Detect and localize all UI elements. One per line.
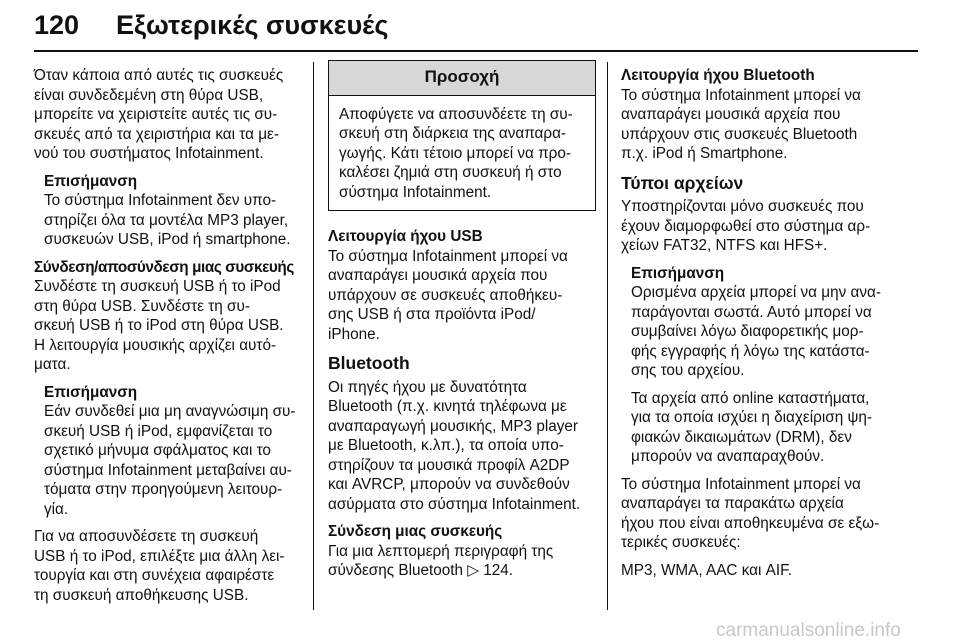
page-number: 120 <box>34 10 80 40</box>
note-box <box>44 172 302 250</box>
connect-device-heading: Σύνδεση μιας συσκευής <box>328 523 503 540</box>
connect-device-body: Για μια λεπτομερή περιγραφή της σύνδεσης Bluetooth <box>328 542 554 579</box>
page-ref-arrow-icon: ▷ <box>467 562 480 579</box>
note-text: Ορισμένα αρχεία μπορεί να μην ανα- παράγονται σωστά. Αυτό μπορεί να συμβαίνει λόγω διαφορετικής μορ- φής εγγραφής ή λόγω της κατάστα- σης του αρχείου. <box>631 284 881 379</box>
page-reference-link[interactable]: 124. <box>483 562 514 579</box>
note-title: Επισήμανση <box>631 264 725 282</box>
column-divider-left <box>313 62 314 610</box>
note-box <box>44 383 302 520</box>
page-header <box>0 0 960 62</box>
note-title: Επισήμανση <box>44 172 138 190</box>
bluetooth-text: Οι πηγές ήχου με δυνατότητα Bluetooth (π.χ. κινητά τηλέφωνα με αναπαραγωγή μουσικής, MP3 player με Bluetooth, κ.λπ.), τα οποία υπο- στηρίζουν τα μουσικά προφίλ A2DP και AVRCP, μπορούν να συνδεθούν ασύρματα στο σύστημα Infotainment. <box>328 378 581 513</box>
note-text: Εάν συνδεθεί μια μη αναγνώσιμη συ- σκευή USB ή iPod, εμφανίζεται το σχετικό μήνυμα σφάλματος και το σύστημα Infotainment μεταβαίνει αυ- τόματα στην προηγούμενη λειτουρ- γία. <box>44 403 296 518</box>
note-title: Επισήμανση <box>44 383 138 401</box>
usb-audio-heading: Λειτουργία ήχου USB <box>328 228 483 245</box>
column-middle <box>328 60 596 581</box>
intro-paragraph: Όταν κάποια από αυτές τις συσκευές είναι συνδεδεμένη στη θύρα USB, μπορείτε να χειριστείτε αυτές τις συ- σκευές από τα χειριστήρια και τα με- νού του συστήματος Infotainment. <box>34 67 284 162</box>
connect-disconnect-heading: Σύνδεση/αποσύνδεση μιας συσκευής <box>34 258 294 276</box>
note-text: Το σύστημα Infotainment δεν υπο- στηρίζει όλα τα μοντέλα MP3 player, συσκευών USB, iPod ή smartphone. <box>44 192 291 248</box>
caution-box <box>328 60 596 211</box>
connect-device-text <box>328 542 596 581</box>
note-text-drm: Τα αρχεία από online καταστήματα, για τα οποία ισχύει η διαχείριση ψη- φιακών δικαιωμάτων (DRM), δεν μπορούν να αναπαραχθούν. <box>631 389 872 465</box>
page-title: Εξωτερικές συσκευές <box>116 10 389 40</box>
watermark: carmanualsonline.info <box>716 620 901 641</box>
formats-intro: Το σύστημα Infotainment μπορεί να αναπαράγει τα παρακάτω αρχεία ήχου που είναι αποθηκευμένα σε εξω- τερικές συσκευές: <box>621 475 880 551</box>
note-box <box>631 264 921 467</box>
caution-title: Προσοχή <box>329 61 595 96</box>
caution-text: Αποφύγετε να αποσυνδέετε τη συ- σκευή στη διάρκεια της αναπαρα- γωγής. Κάτι τέτοιο μπορεί να προ- καλέσει ζημιά στη συσκευή ή στο σύστημα Infotainment. <box>339 105 573 201</box>
bluetooth-audio-text: Το σύστημα Infotainment μπορεί να αναπαράγει μουσικά αρχεία που υπάρχουν στις συσκευές Bluetooth π.χ. iPod ή Smartphone. <box>621 86 861 162</box>
file-types-text: Υποστηρίζονται μόνο συσκευές που έχουν διαμορφωθεί στο σύστημα αρ- χείων FAT32, NTFS και HFS+. <box>621 198 871 254</box>
file-types-heading: Τύποι αρχείων <box>621 172 744 193</box>
column-left <box>34 66 302 605</box>
header-rule <box>34 50 918 52</box>
column-right <box>621 66 921 580</box>
disconnect-paragraph: Για να αποσυνδέσετε τη συσκευή USB ή το iPod, επιλέξτε μια άλλη λει- τουργία και στη συνέχεια αφαιρέστε τη συσκευή αποθήκευσης USB. <box>34 528 285 604</box>
column-divider-right <box>607 62 608 610</box>
bluetooth-heading: Bluetooth <box>328 353 410 373</box>
connect-disconnect-text: Συνδέστε τη συσκευή USB ή το iPod στη θύρα USB. Συνδέστε τη συ- σκευή USB ή το iPod στη θύρα USB. Η λειτουργία μουσικής αρχίζει αυτό- ματα. <box>34 278 284 373</box>
usb-audio-text: Το σύστημα Infotainment μπορεί να αναπαράγει μουσικά αρχεία που υπάρχουν σε συσκευές αποθήκευ- σης USB ή στα προϊόντα iPod/ iPhone. <box>328 247 568 343</box>
bluetooth-audio-heading: Λειτουργία ήχου Bluetooth <box>621 67 815 84</box>
formats-list: MP3, WMA, AAC και AIF. <box>621 561 792 579</box>
